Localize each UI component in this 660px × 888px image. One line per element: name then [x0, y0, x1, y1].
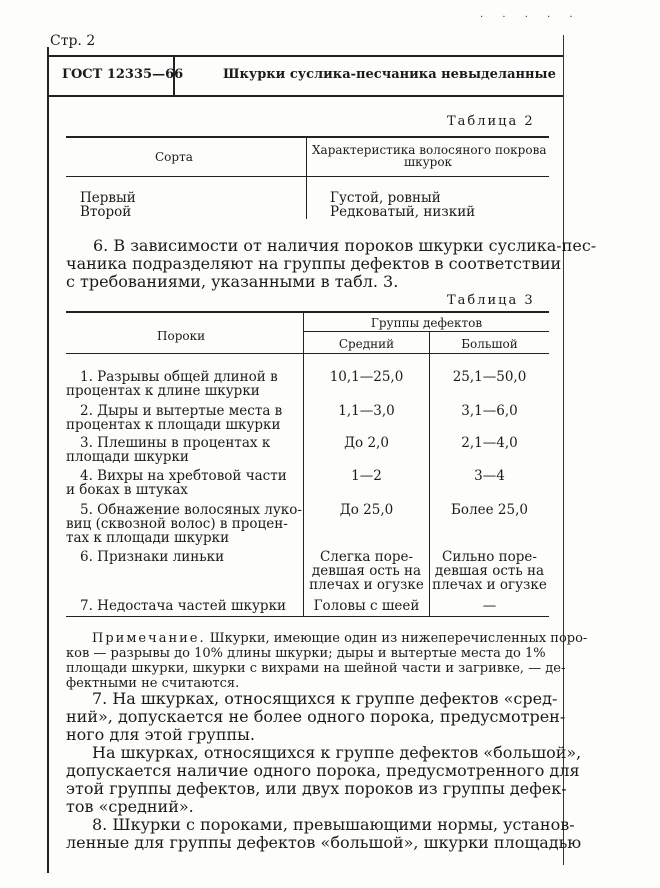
table3-large-cell: 2,1—4,0 [461, 435, 518, 451]
page-frame-left [47, 47, 49, 873]
table3-defect-cell: 6. Признаки линьки [80, 549, 225, 565]
table2-caption: Таблица 2 [447, 114, 535, 129]
header-bottom-rule [48, 95, 563, 97]
table3-medium-cell: Головы с шеей [313, 598, 420, 614]
table3-medium-cell: До 25,0 [339, 502, 394, 518]
table3-large-cell: — [482, 598, 497, 614]
paragraph-7-line: ного для этой группы. [66, 725, 255, 744]
table3-defect-cell: процентах к длине шкурки [66, 383, 260, 399]
table3-header-groups: Группы дефектов [370, 316, 483, 330]
note-text: фектными не считаются. [66, 676, 240, 691]
scan-specks: · · · · · [480, 12, 581, 23]
note-text: Шкурки, имеющие один из нижеперечисленных поро- [209, 631, 588, 646]
paragraph-7-line: ний», допускается не более одного порока, предусмотрен- [66, 707, 566, 726]
paragraph-6-line: чаника подразделяют на группы дефектов в соответствии [66, 254, 562, 273]
table3-group-rule [304, 331, 549, 332]
table3-large-cell: 3,1—6,0 [461, 403, 518, 419]
table3-defect-cell: тах к площади шкурки [66, 530, 230, 546]
paragraph-6-line: с требованиями, указанными в табл. 3. [66, 272, 399, 291]
table3-caption: Таблица 3 [447, 293, 535, 308]
table3-medium-cell: 1—2 [351, 468, 382, 484]
table3-medium-cell: До 2,0 [344, 435, 389, 451]
table3-header-defects: Пороки [157, 329, 206, 343]
table2-desc-cell: Редковатый, низкий [330, 204, 476, 220]
table3-medium-cell: 1,1—3,0 [338, 403, 395, 419]
paragraph-8-line: 8. Шкурки с пороками, превышающими нормы, установ- [92, 815, 575, 834]
note-text: ков — разрывы до 10% длины шкурки; дыры и вытертые места до 1% [66, 646, 546, 661]
table3-top-rule [66, 311, 549, 313]
paragraph-6-line: 6. В зависимости от наличия пороков шкурки суслика-пес- [93, 236, 597, 255]
page-number: Стр. 2 [50, 33, 96, 49]
table2-header-rule [66, 176, 549, 177]
table2-header-grades: Сорта [155, 150, 193, 164]
paragraph-8-line: ленные для группы дефектов «большой», шкурки площадью [66, 833, 582, 852]
note-text: площади шкурки, шкурки с вихрами на шейной части и загривке, — де- [66, 661, 566, 676]
page-frame-right [563, 35, 564, 865]
table3-defect-cell: площади шкурки [66, 449, 189, 465]
table3-bottom-rule [66, 616, 549, 617]
table2-grade-cell: Второй [80, 204, 132, 220]
table3-defect-cell: 4. Вихры на хребтовой части [80, 468, 287, 484]
table3-large-cell: девшая ость на [434, 563, 545, 579]
table2-header-desc-1: Характеристика волосяного покрова [312, 143, 547, 157]
table3-medium-cell: Слегка поре- [319, 549, 414, 565]
table3-header-large: Большой [461, 337, 518, 351]
standard-code: ГОСТ 12335—66 [62, 67, 184, 82]
note-label: Примечание. [92, 631, 206, 646]
table3-medium-cell: плечах и огузке [309, 577, 424, 593]
table3-defect-cell: 2. Дыры и вытертые места в [80, 403, 283, 419]
table3-large-cell: 3—4 [474, 468, 505, 484]
table3-header-rule [66, 353, 549, 354]
table3-medium-cell: 10,1—25,0 [329, 369, 404, 385]
paragraph-7b-line: тов «средний». [66, 797, 194, 816]
table3-defect-cell: и боках в штуках [66, 482, 188, 498]
paragraph-7b-line: допускается наличие одного порока, предусмотренного для [66, 761, 580, 780]
table3-large-cell: Более 25,0 [451, 502, 528, 518]
table2-col-divider [306, 137, 307, 219]
table3-defect-cell: 7. Недостача частей шкурки [80, 598, 287, 614]
table3-defect-cell: 5. Обнажение волосяных луко- [80, 502, 302, 518]
paragraph-7-line: 7. На шкурках, относящихся к группе дефектов «сред- [92, 689, 558, 708]
paragraph-7b-line: На шкурках, относящихся к группе дефектов «большой», [92, 743, 582, 762]
table3-defect-cell: процентах к площади шкурки [66, 417, 281, 433]
table3-defect-cell: виц (сквозной волос) в процен- [66, 516, 288, 532]
table3-large-cell: Сильно поре- [442, 549, 537, 565]
table2-top-rule [66, 136, 549, 138]
table2-desc-cell: Густой, ровный [330, 190, 441, 206]
header-top-rule [48, 55, 563, 57]
table3-large-cell: 25,1—50,0 [452, 369, 527, 385]
table3-defect-cell: 3. Плешины в процентах к [80, 435, 271, 451]
table3-large-cell: плечах и огузке [432, 577, 547, 593]
table2-grade-cell: Первый [80, 190, 136, 206]
table2-header-desc-2: шкурок [403, 155, 453, 169]
table3-defect-cell: 1. Разрывы общей длиной в [80, 369, 278, 385]
paragraph-7b-line: этой группы дефектов, или двух пороков из группы дефек- [66, 779, 567, 798]
table3-header-medium: Средний [338, 337, 395, 351]
table3-medium-cell: девшая ость на [311, 563, 422, 579]
document-title: Шкурки суслика-песчаника невыделанные [223, 67, 556, 82]
